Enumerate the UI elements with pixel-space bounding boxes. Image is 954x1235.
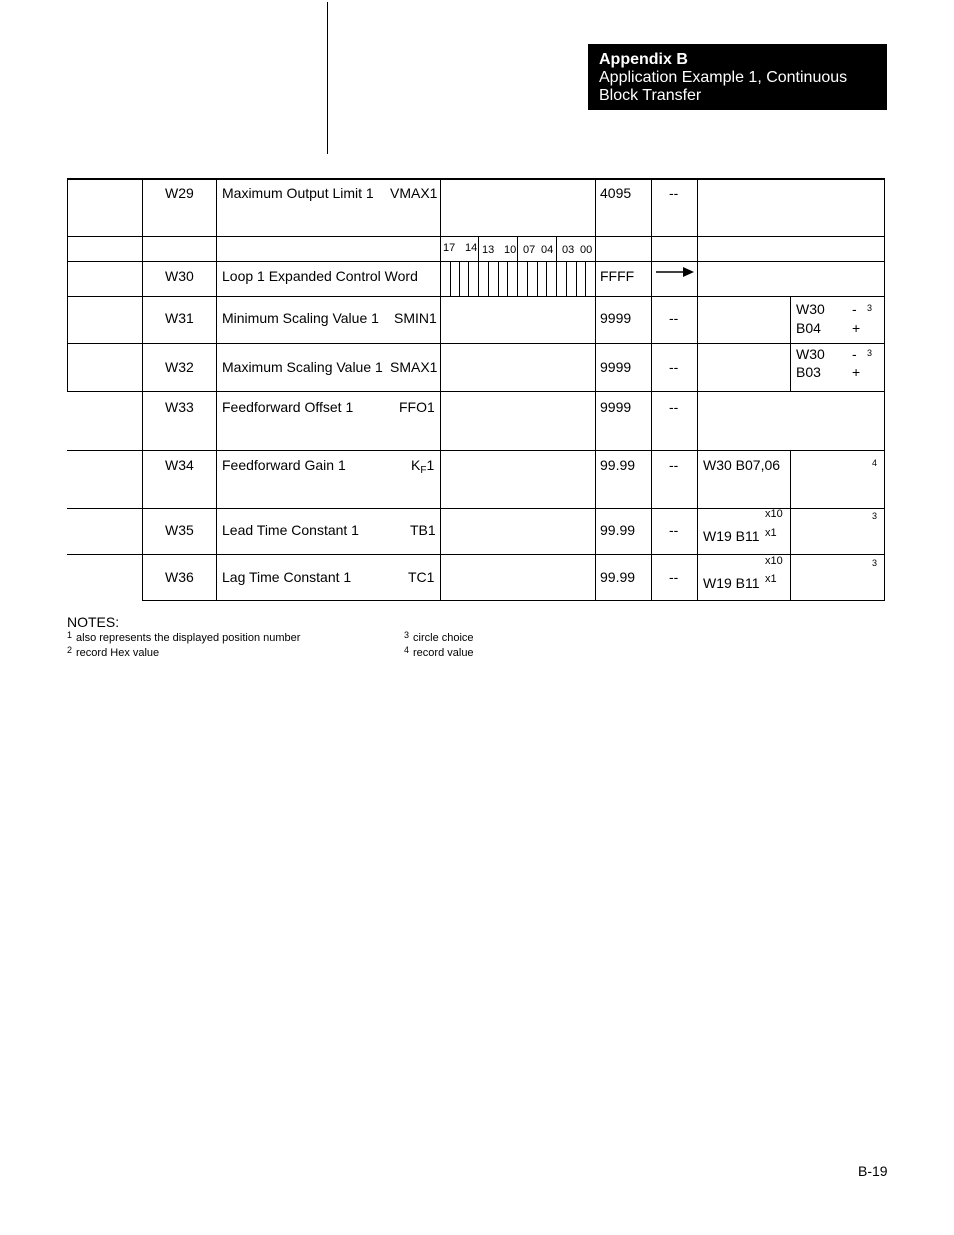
note-ref: 3 (867, 348, 873, 358)
mnemonic-main: K (411, 457, 421, 473)
word-number: W31 (165, 310, 194, 326)
parameter-description: Maximum Output Limit 1 (222, 185, 374, 201)
notes-title: NOTES: (67, 614, 120, 630)
bit-cell-line (507, 261, 508, 296)
col-divider (216, 178, 217, 601)
bit-cell-line (585, 261, 586, 296)
choice-bit: B03 (796, 364, 821, 380)
multiplier-x10: x10 (765, 508, 783, 520)
dash-value: -- (669, 457, 679, 473)
row-divider (67, 508, 885, 509)
margin-rule (327, 2, 328, 154)
choice-minus: - (852, 301, 857, 317)
bit-cell-line (459, 261, 460, 296)
parameter-mnemonic: TC1 (408, 569, 435, 585)
note-number: 4 (404, 645, 410, 655)
bit-cell-line (527, 261, 528, 296)
note-number: 3 (404, 630, 410, 640)
note-ref: 3 (872, 558, 878, 568)
choice-plus: + (852, 320, 861, 336)
row-divider (67, 450, 885, 451)
bit-label: 17 (443, 242, 456, 254)
row-divider (67, 236, 885, 237)
appendix-title: Appendix B (599, 51, 688, 68)
choice-bit: B04 (796, 320, 821, 336)
bit-label: 10 (504, 244, 517, 256)
bit-cell-line (556, 237, 557, 296)
bit-cell-line (450, 261, 451, 296)
appendix-header (588, 44, 887, 110)
col-divider (697, 178, 698, 601)
word-number: W30 (165, 268, 194, 284)
choice-plus: + (852, 364, 861, 380)
note-item (404, 632, 474, 644)
dash-value: -- (669, 399, 679, 415)
row-divider (67, 261, 885, 262)
word-number: W32 (165, 359, 194, 375)
note-number: 1 (67, 630, 73, 640)
note-item (67, 647, 159, 659)
parameter-mnemonic: TB1 (410, 522, 436, 538)
table-bottom-border (142, 600, 885, 601)
bit-label: 14 (465, 242, 478, 254)
bit-cell-line (546, 261, 547, 296)
parameter-description: Lag Time Constant 1 (222, 569, 352, 585)
bit-cell-line (537, 261, 538, 296)
choice-word: W30 (796, 301, 825, 317)
dash-value: -- (669, 359, 679, 375)
arrow-right-icon (655, 266, 695, 278)
col-divider (595, 178, 596, 601)
note-number: 2 (67, 645, 73, 655)
dash-value: -- (669, 310, 679, 326)
word-number: W34 (165, 457, 194, 473)
max-value: FFFF (600, 268, 635, 284)
dash-value: -- (669, 522, 679, 538)
choice-minus: - (852, 346, 857, 362)
bit-label: 00 (580, 244, 593, 256)
parameter-description: Feedforward Gain 1 (222, 457, 346, 473)
max-value: 9999 (600, 399, 632, 415)
mnemonic-tail: 1 (426, 457, 435, 473)
bit-cell-line (498, 261, 499, 296)
parameter-mnemonic: SMIN1 (394, 310, 437, 326)
parameter-description: Loop 1 Expanded Control Word (222, 268, 418, 284)
multiplier-x1: x1 (765, 527, 777, 539)
bit-label: 13 (482, 244, 495, 256)
col-divider (790, 296, 791, 391)
col-divider (790, 450, 791, 601)
note-text: record Hex value (76, 647, 160, 659)
word-number: W35 (165, 522, 194, 538)
row-divider (67, 296, 885, 297)
parameter-description: Minimum Scaling Value 1 (222, 310, 379, 326)
parameter-mnemonic: VMAX1 (390, 185, 438, 201)
note-item (67, 632, 300, 644)
parameter-mnemonic: SMAX1 (390, 359, 438, 375)
max-value: 99.99 (600, 522, 636, 538)
col-divider (884, 178, 885, 601)
note-ref: 3 (867, 303, 873, 313)
multiplier-x1: x1 (765, 573, 777, 585)
bit-cell-line (488, 261, 489, 296)
word-number: W36 (165, 569, 194, 585)
col-divider (440, 178, 441, 601)
bit-cell-line (478, 237, 479, 296)
reference-bits: W30 B07,06 (703, 457, 781, 473)
max-value: 99.99 (600, 457, 636, 473)
choice-word: W30 (796, 346, 825, 362)
word-number: W33 (165, 399, 194, 415)
note-text: circle choice (413, 632, 474, 644)
table-top-border (67, 178, 885, 180)
parameter-description: Lead Time Constant 1 (222, 522, 359, 538)
appendix-subtitle: Application Example 1, Continuous Block Transfer (599, 69, 848, 104)
word-number: W29 (165, 185, 194, 201)
parameter-mnemonic (411, 457, 434, 476)
max-value: 99.99 (600, 569, 636, 585)
max-value: 9999 (600, 359, 632, 375)
row-divider (67, 554, 885, 555)
multiplier-x10: x10 (765, 555, 783, 567)
col-divider (651, 178, 652, 601)
note-item (404, 647, 474, 659)
row-divider (67, 343, 885, 344)
dash-value: -- (669, 569, 679, 585)
mnemonic-subscript: F (420, 465, 427, 476)
parameter-description: Feedforward Offset 1 (222, 399, 354, 415)
reference-bits: W19 B11 (703, 575, 760, 591)
note-ref: 4 (872, 458, 878, 468)
note-text: record value (413, 647, 474, 659)
bit-cell-line (517, 237, 518, 296)
col-divider (142, 178, 143, 601)
page-number: B-19 (858, 1163, 888, 1179)
bit-cell-line (468, 261, 469, 296)
col-divider (67, 178, 68, 391)
row-divider (67, 391, 885, 392)
reference-bits: W19 B11 (703, 528, 760, 544)
parameter-description: Maximum Scaling Value 1 (222, 359, 383, 375)
bit-cell-line (566, 261, 567, 296)
max-value: 9999 (600, 310, 632, 326)
parameter-mnemonic: FFO1 (399, 399, 435, 415)
max-value: 4095 (600, 185, 632, 201)
dash-value: -- (669, 185, 679, 201)
bit-cell-line (576, 261, 577, 296)
note-ref: 3 (872, 511, 878, 521)
note-text: also represents the displayed position number (76, 632, 301, 644)
bit-label: 07 (523, 244, 536, 256)
bit-label: 04 (541, 244, 554, 256)
bit-label: 03 (562, 244, 575, 256)
